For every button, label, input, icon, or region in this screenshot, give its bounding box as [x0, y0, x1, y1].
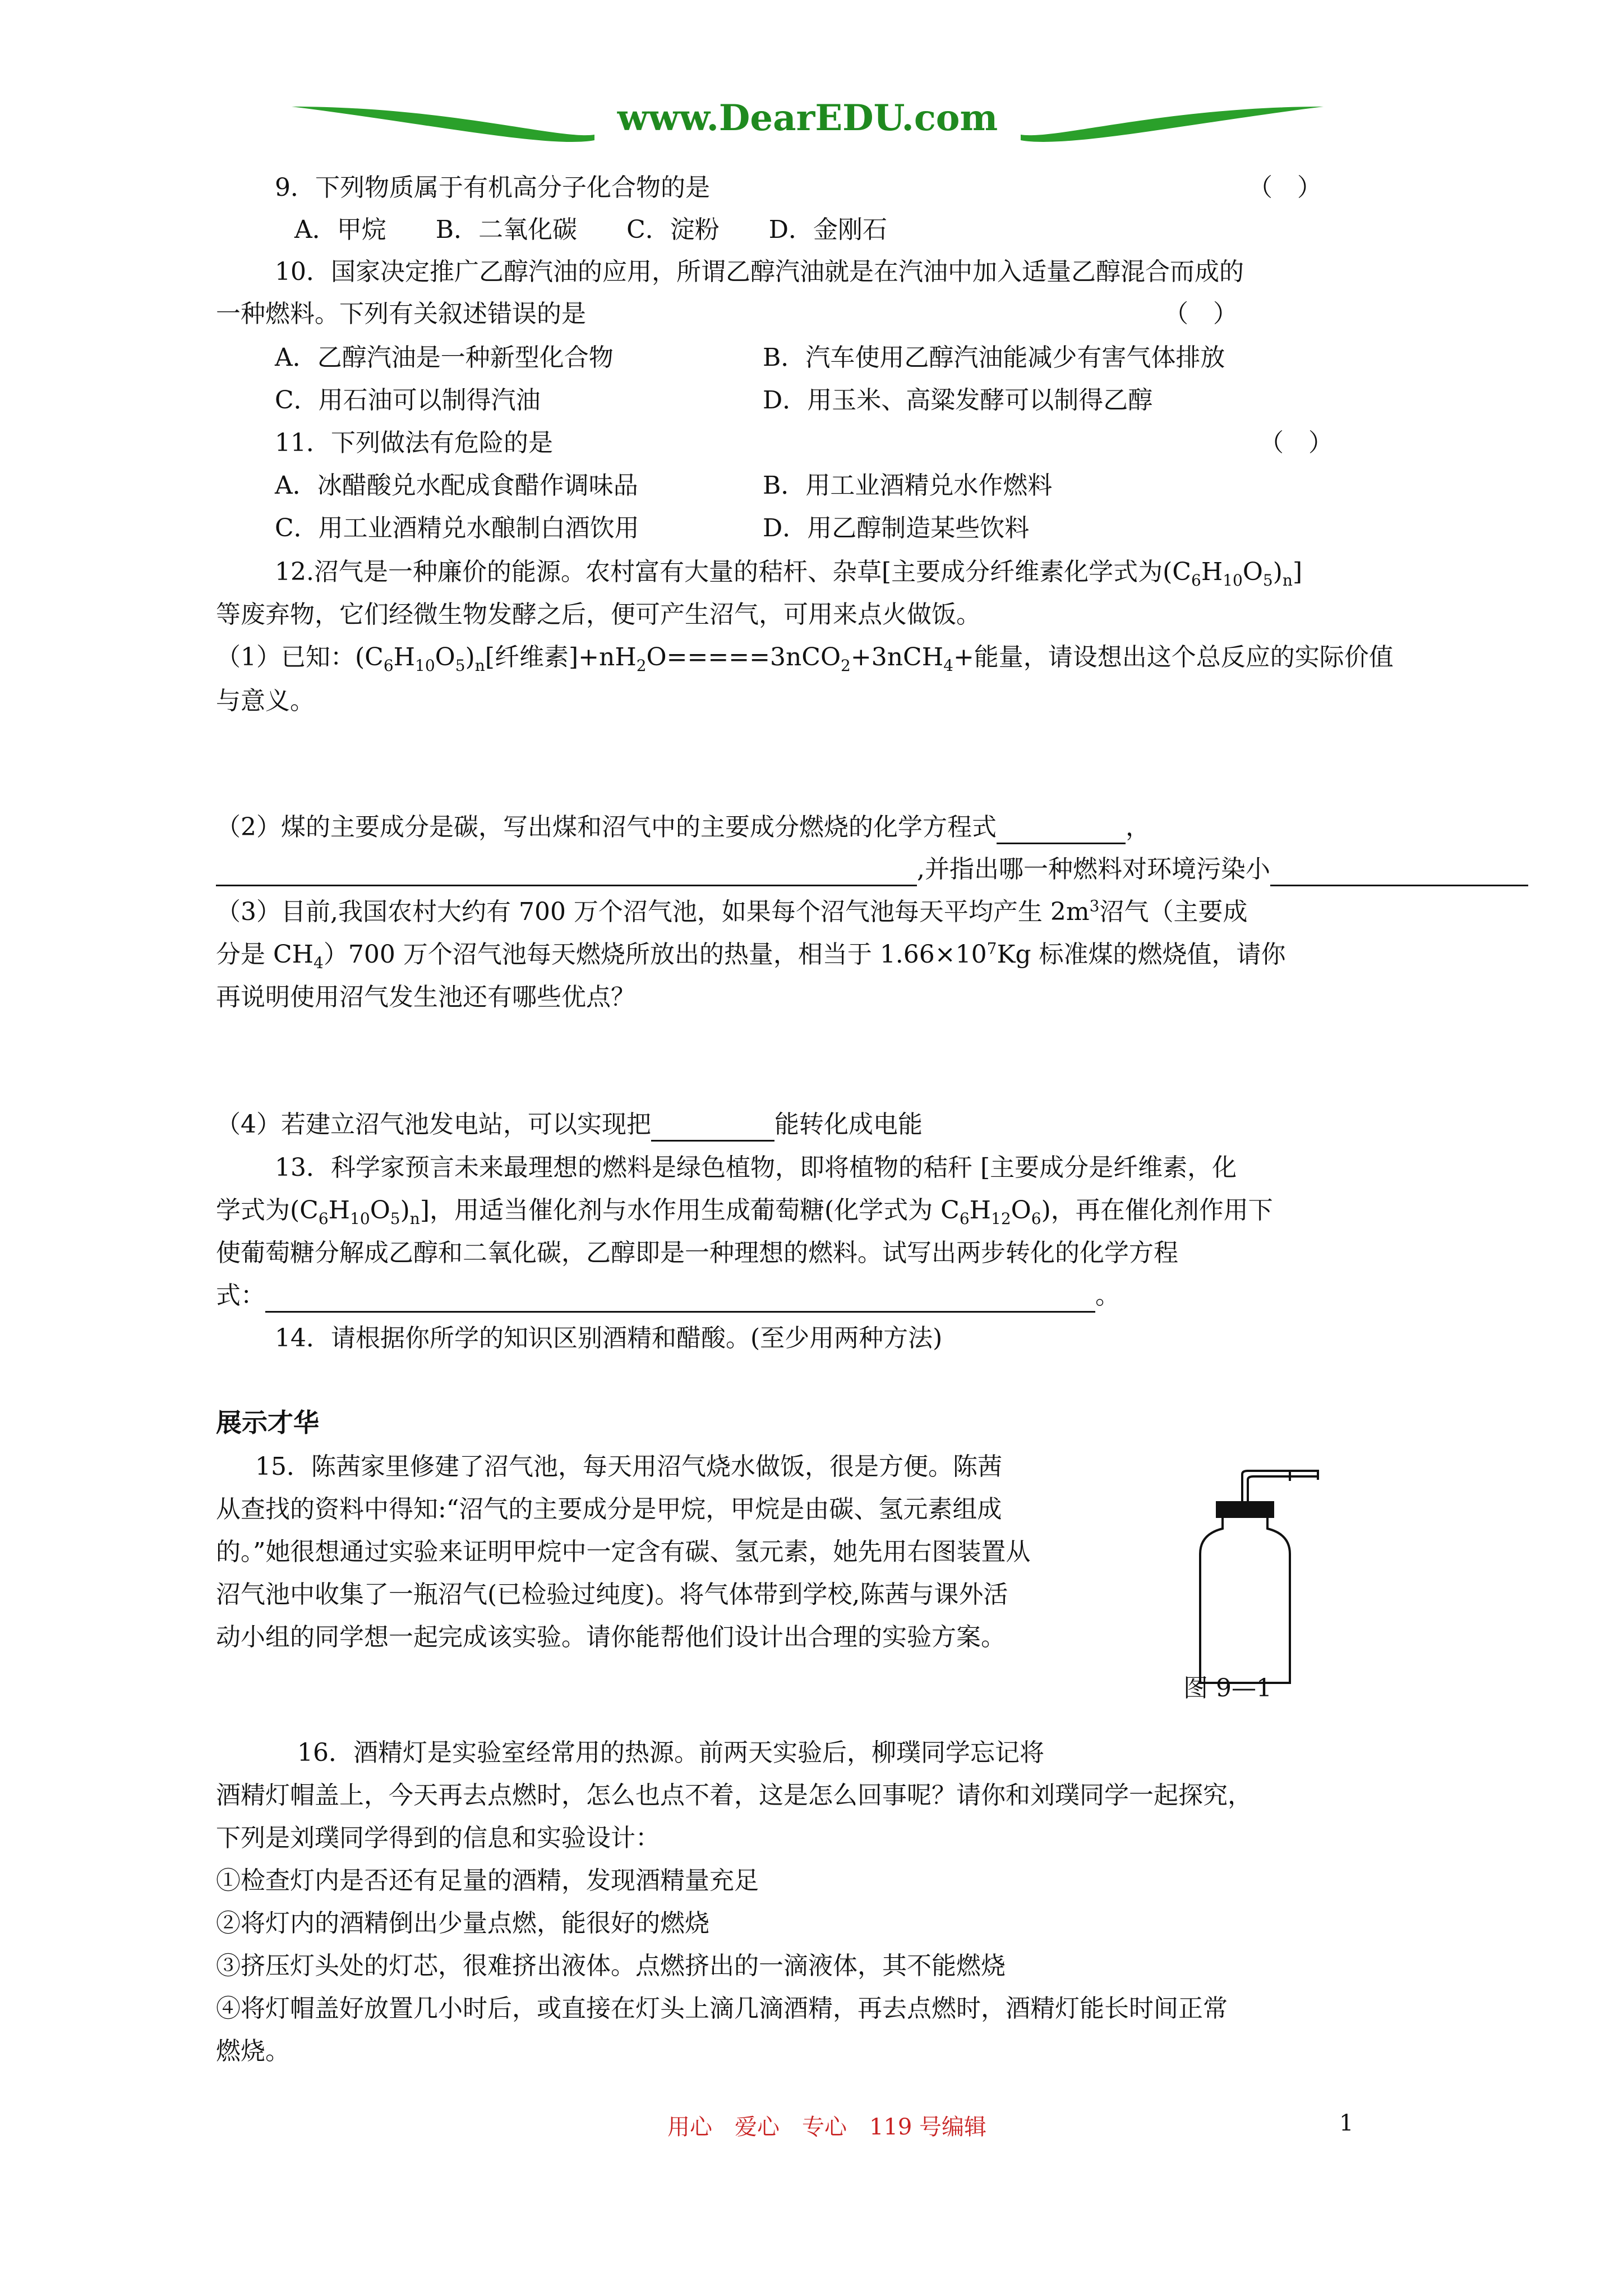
q12-line-1: 12.沼气是一种廉价的能源。农村富有大量的秸杆、杂草[主要成分纤维素化学式为$(C_6H_{10}O_5)_n$] — [275, 558, 1303, 590]
answer-blank[interactable] — [651, 1114, 774, 1142]
q15-line-5: 动小组的同学想一起完成该实验。请你能帮他们设计出合理的实验方案。 — [216, 1623, 1006, 1651]
q13-line-4: 式： 。 — [216, 1279, 1120, 1313]
q15-line-3: 的。”她很想通过实验来证明甲烷中一定含有碳、氢元素，她先用右图装置从 — [216, 1538, 1031, 1566]
q11-option-a: A．冰醋酸兑水配成食醋作调味品 — [275, 471, 638, 500]
q10-stem-2: 一种燃料。下列有关叙述错误的是 — [216, 300, 586, 328]
answer-blank[interactable] — [265, 1285, 1095, 1313]
figure-caption: 图 9—1 — [1183, 1674, 1272, 1703]
q16-item-4: ④将灯帽盖好放置几小时后，或直接在灯头上滴几滴酒精，再去点燃时，酒精灯能长时间正常 — [216, 1994, 1228, 2023]
q12-part-2: （2）煤的主要成分是碳，写出煤和沼气中的主要成分燃烧的化学方程式 ， — [216, 811, 1150, 844]
q10-option-a: A．乙醇汽油是一种新型化合物 — [275, 343, 614, 372]
q11-stem: 11．下列做法有危险的是 — [275, 429, 553, 457]
q16-line-2: 酒精灯帽盖上，今天再去点燃时，怎么也点不着，这是怎么回事呢？请你和刘璞同学一起探究， — [216, 1781, 1252, 1810]
q9-blank: （ ） — [1248, 173, 1322, 202]
q11-option-c: C．用工业酒精兑水酿制白酒饮用 — [275, 514, 639, 542]
left-swoosh-icon — [292, 107, 594, 142]
q15-line-2: 从查找的资料中得知:“沼气的主要成分是甲烷，甲烷是由碳、氢元素组成 — [216, 1495, 1002, 1524]
answer-blank[interactable] — [1270, 859, 1528, 886]
q10-option-b: B．汽车使用乙醇汽油能减少有害气体排放 — [763, 343, 1225, 372]
q12-line-2: 等废弃物，它们经微生物发酵之后，便可产生沼气，可用来点火做饭。 — [216, 600, 981, 629]
right-swoosh-icon — [1021, 107, 1324, 142]
q15-line-1: 15．陈茜家里修建了沼气池，每天用沼气烧水做饭，很是方便。陈茜 — [255, 1452, 1002, 1481]
q11-blank: （ ） — [1259, 429, 1333, 457]
q12-part-1: （1）已知：$(C_6H_{10}O_5)_n$[纤维素]$+nH_2O=====3nCO_2+3nCH_4+$能量，请设想出这个总反应的实际价值 — [216, 643, 1394, 675]
q13-line-2: 学式为$(C_6H_{10}O_5)_n$]，用适当催化剂与水作用生成葡萄糖(化学式为 $C_6H_{12}O_6$)，再在催化剂作用下 — [216, 1196, 1273, 1228]
answer-blank[interactable] — [997, 817, 1126, 844]
q9-stem: 9．下列物质属于有机高分子化合物的是 — [275, 173, 710, 202]
footer-text: 用心 爱心 专心 119 号编辑 — [667, 2114, 987, 2140]
q11-option-d: D．用乙醇制造某些饮料 — [763, 514, 1030, 542]
q13-line-1: 13．科学家预言未来最理想的燃料是绿色植物，即将植物的秸秆 [主要成分是纤维素，化 — [275, 1153, 1237, 1182]
q12-part-2-cont: ,并指出哪一种燃料对环境污染小 — [216, 853, 1528, 886]
q10-stem-1: 10．国家决定推广乙醇汽油的应用，所谓乙醇汽油就是在汽油中加入适量乙醇混合而成的 — [275, 257, 1244, 286]
page-number: 1 — [1339, 2110, 1354, 2136]
section-title: 展示才华 — [216, 1407, 319, 1438]
q16-line-1: 16．酒精灯是实验室经常用的热源。前两天实验后，柳璞同学忘记将 — [297, 1738, 1044, 1767]
q10-blank: （ ） — [1164, 300, 1238, 328]
q16-item-1: ①检查灯内是否还有足量的酒精，发现酒精量充足 — [216, 1866, 759, 1895]
q10-option-d: D．用玉米、高粱发酵可以制得乙醇 — [763, 386, 1153, 415]
q10-option-c: C．用石油可以制得汽油 — [275, 386, 541, 415]
answer-blank[interactable] — [216, 859, 917, 886]
q12-part-3-cont-1: 分是 $CH_4)700$ 万个沼气池每天燃烧所放出的热量，相当于 $1.66\times 10^7Kg$ 标准煤的燃烧值，请你 — [216, 939, 1286, 972]
q9-options: A．甲烷 B．二氧化碳 C．淀粉 D．金刚石 — [294, 215, 888, 244]
q12-part-3-cont-2: 再说明使用沼气发生池还有哪些优点？ — [216, 983, 635, 1011]
q16-item-2: ②将灯内的酒精倒出少量点燃，能很好的燃烧 — [216, 1909, 709, 1938]
q15-line-4: 沼气池中收集了一瓶沼气(已检验过纯度)。将气体带到学校,陈茜与课外活 — [216, 1580, 1008, 1609]
q16-item-4-cont: 燃烧。 — [216, 2037, 290, 2065]
q12-part-1-cont: 与意义。 — [216, 687, 315, 715]
q16-line-3: 下列是刘璞同学得到的信息和实验设计： — [216, 1824, 660, 1852]
q12-part-3: （3）目前,我国农村大约有 700 万个沼气池，如果每个沼气池每天平均产生 $2m^3$沼气（主要成 — [216, 896, 1248, 926]
site-name: www.DearEDU.com — [617, 97, 998, 139]
q11-option-b: B．用工业酒精兑水作燃料 — [763, 471, 1053, 500]
q13-line-3: 使葡萄糖分解成乙醇和二氧化碳，乙醇即是一种理想的燃料。试写出两步转化的化学方程 — [216, 1239, 1178, 1267]
header-banner — [280, 84, 1335, 157]
gas-bottle-figure — [1178, 1470, 1357, 1694]
q16-item-3: ③挤压灯头处的灯芯，很难挤出液体。点燃挤出的一滴液体，其不能燃烧 — [216, 1952, 1006, 1980]
q12-part-4: （4）若建立沼气池发电站，可以实现把 能转化成电能 — [216, 1108, 923, 1142]
q14-text: 14．请根据你所学的知识区别酒精和醋酸。(至少用两种方法) — [275, 1324, 943, 1352]
